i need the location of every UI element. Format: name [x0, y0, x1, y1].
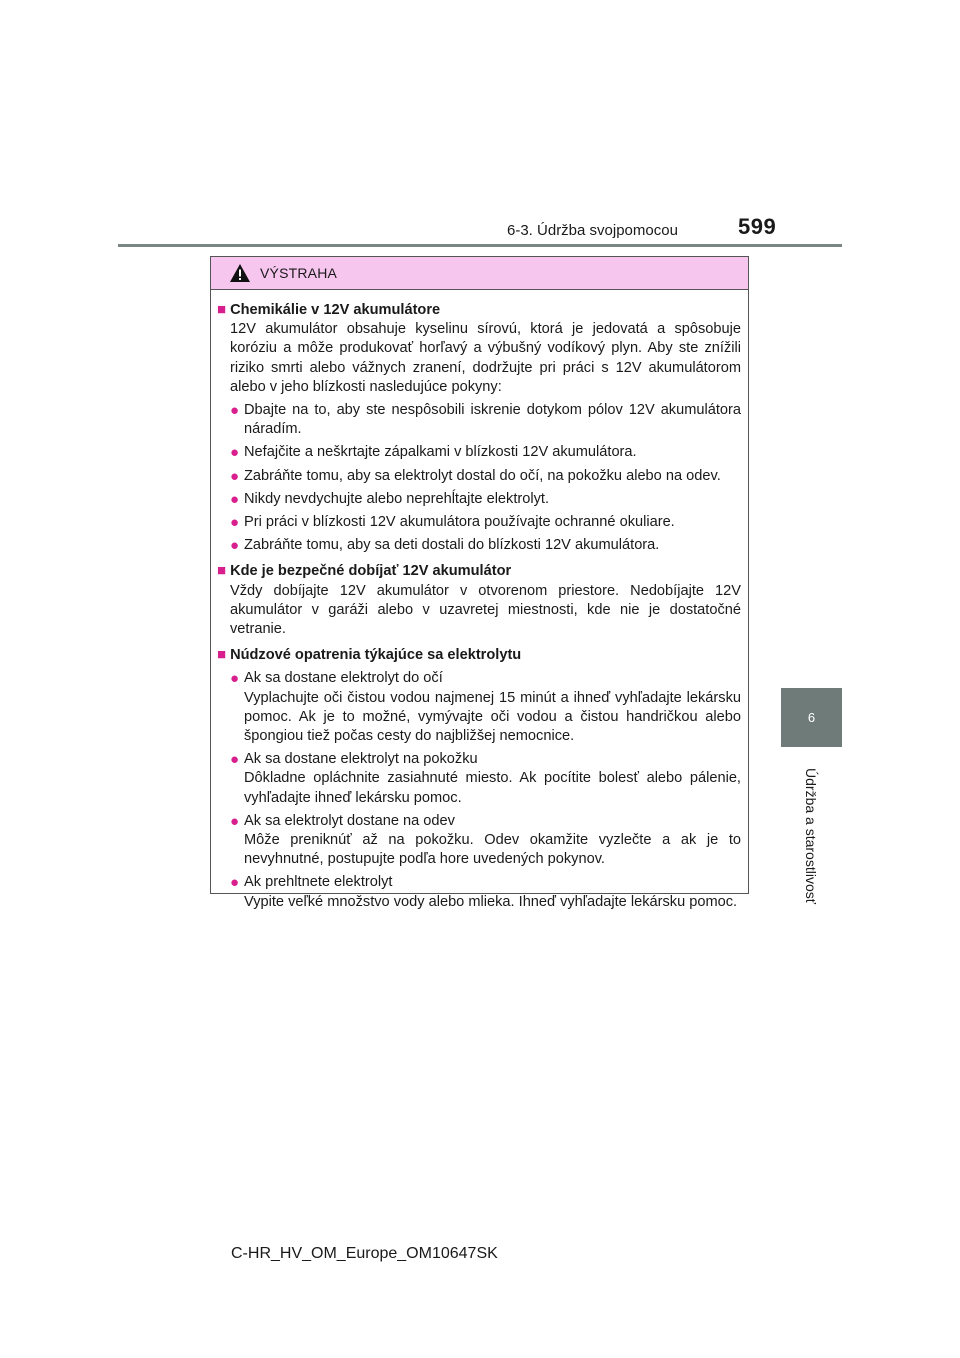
list-item-text: Vyplachujte oči čistou vodou najmenej 15 minút a ihneď vyhľadajte lekársku pomoc. Ak je to možné, vymývajte oči vodou a čistou handričkou alebo špongiou tiež počas cesty do najbližšej nemocnice. — [244, 689, 741, 745]
list-item — [230, 536, 741, 555]
square-bullet-icon: ■ — [217, 562, 227, 580]
list-item-text: Nefajčite a neškrtajte zápalkami v blízkosti 12V akumulátora. — [244, 444, 637, 461]
list-item — [230, 490, 741, 509]
list-item-title: Ak sa dostane elektrolyt do očí — [244, 670, 443, 687]
section-text: 12V akumulátor obsahuje kyselinu sírovú, ktorá je jedovatá a spôsobuje koróziu a môže produkovať horľavý a výbušný vodíkový plyn. Aby ste znížili riziko smrti alebo vážnych zranení, dodržujte pri práci s 12V akumulátorom alebo v jeho blízkosti nasledujúce pokyny: — [230, 321, 741, 395]
list-item-text: Nikdy nevdychujte alebo neprehĺtajte elektrolyt. — [244, 490, 550, 507]
section-chemicals — [217, 300, 741, 555]
list-item — [230, 750, 741, 808]
section-emergency — [217, 645, 741, 912]
section-heading — [217, 645, 741, 665]
section-heading-text: Chemikálie v 12V akumulátore — [230, 302, 441, 318]
list-item — [230, 443, 741, 462]
warning-triangle-icon — [229, 263, 251, 283]
warning-title: VÝSTRAHA — [260, 265, 338, 281]
section-text: Vždy dobíjajte 12V akumulátor v otvorenom priestore. Nedobíjajte 12V akumulátor v garáži alebo v uzavretej miestnosti, kde nie je dostatočné vetranie. — [230, 582, 741, 638]
list-item-text: Zabráňte tomu, aby sa elektrolyt dostal do očí, na pokožku alebo na odev. — [244, 467, 721, 484]
section-heading — [217, 300, 741, 320]
list-item — [230, 812, 741, 870]
round-bullet-icon: ● — [230, 751, 240, 769]
section-title: 6-3. Údržba svojpomocou — [507, 222, 678, 239]
list-item-content — [244, 812, 741, 870]
list-item-text: Môže preniknúť až na pokožku. Odev okamžite vyzlečte a ak je to nevyhnutné, postupujte podľa hore uvedených pokynov. — [244, 832, 741, 868]
page-number: 599 — [738, 214, 777, 239]
list-item-text: Dbajte na to, aby ste nespôsobili iskrenie dotykom pólov 12V akumulátora náradím. — [244, 402, 741, 438]
list-item — [230, 467, 741, 486]
section-heading-text: Kde je bezpečné dobíjať 12V akumulátor — [230, 563, 512, 580]
list-item — [230, 669, 741, 746]
square-bullet-icon: ■ — [217, 646, 227, 664]
round-bullet-icon: ● — [230, 467, 240, 485]
round-bullet-icon: ● — [230, 444, 240, 462]
list-item-title: Ak sa dostane elektrolyt na pokožku — [244, 751, 478, 768]
list-item-title: Ak sa elektrolyt dostane na odev — [244, 812, 455, 829]
chapter-number: 6 — [807, 710, 816, 725]
header-divider — [118, 244, 842, 247]
chapter-tab — [781, 688, 842, 747]
warning-header — [211, 257, 748, 290]
round-bullet-icon: ● — [230, 490, 240, 508]
list-item-text: Dôkladne opláchnite zasiahnuté miesto. Ak pocítite bolesť alebo pálenie, vyhľadajte ihneď lekársku pomoc. — [244, 770, 741, 806]
list-item-title: Ak prehltnete elektrolyt — [244, 874, 393, 891]
list-item-text: Vypite veľké množstvo vody alebo mlieka. Ihneď vyhľadajte lekársku pomoc. — [244, 893, 738, 910]
list-item-text: Zabráňte tomu, aby sa deti dostali do blízkosti 12V akumulátora. — [244, 537, 660, 554]
section-heading — [217, 561, 741, 581]
section-heading-text: Núdzové opatrenia týkajúce sa elektrolytu — [230, 647, 522, 664]
list-item-text: Pri práci v blízkosti 12V akumulátora používajte ochranné okuliare. — [244, 514, 675, 531]
list-item — [230, 873, 741, 911]
list-item-content — [244, 669, 741, 746]
list-item — [230, 401, 741, 439]
warning-body — [211, 290, 748, 912]
square-bullet-icon: ■ — [217, 301, 227, 318]
round-bullet-icon: ● — [230, 537, 240, 555]
list-item-content — [244, 750, 741, 808]
chapter-label-text: Údržba a starostlivosť — [803, 768, 819, 904]
round-bullet-icon: ● — [230, 874, 240, 892]
document-id: C-HR_HV_OM_Europe_OM10647SK — [231, 1245, 498, 1262]
round-bullet-icon: ● — [230, 514, 240, 532]
list-item-content — [244, 873, 741, 911]
section-charging — [217, 561, 741, 639]
warning-box — [210, 256, 749, 910]
round-bullet-icon: ● — [230, 812, 240, 830]
round-bullet-icon: ● — [230, 670, 240, 688]
list-item — [230, 513, 741, 532]
round-bullet-icon: ● — [230, 402, 240, 420]
